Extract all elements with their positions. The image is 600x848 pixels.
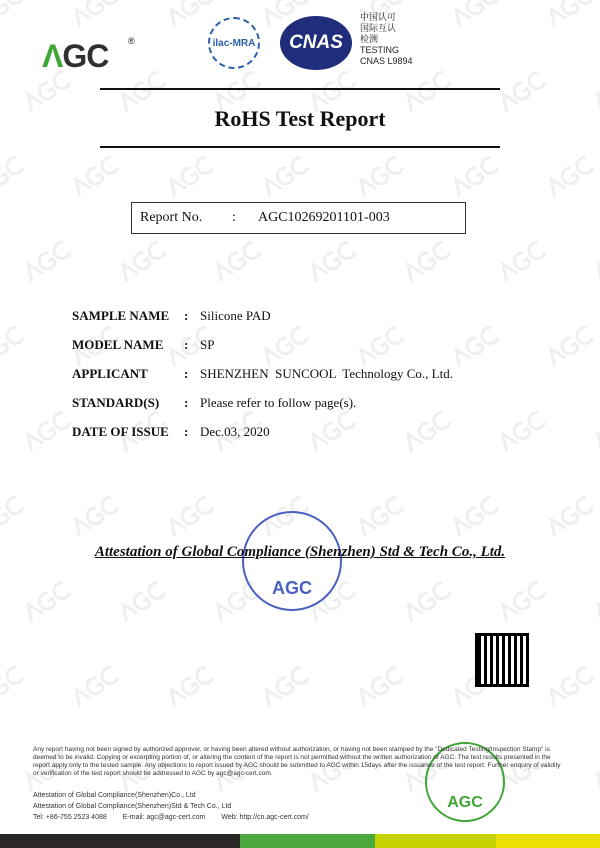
watermark-logo-mark — [307, 411, 355, 452]
watermark-logo-mark — [165, 0, 213, 27]
watermark-logo-mark — [545, 0, 593, 27]
cnas-cn-line2: 国际互认 — [360, 23, 397, 33]
qr-code — [475, 633, 529, 687]
field-label: STANDARD(S) — [72, 395, 160, 410]
cnas-testing: TESTING — [360, 45, 400, 55]
watermark-logo-mark — [355, 326, 403, 367]
testing-stamp: AGC — [425, 742, 505, 822]
contact-line — [33, 814, 309, 821]
field-value: SP — [200, 337, 215, 352]
watermark-logo-mark — [497, 411, 545, 452]
watermark-logo-mark — [497, 581, 545, 622]
field-label: SAMPLE NAME — [72, 308, 170, 323]
watermark-logo-mark — [0, 0, 24, 27]
watermark-logo-mark — [592, 241, 600, 282]
footer-bar-lime — [375, 834, 496, 848]
watermark-logo-mark — [165, 666, 213, 707]
watermark-logo-mark — [260, 326, 308, 367]
web-link[interactable]: Web: http://cn.agc-cert.com/ — [221, 814, 309, 821]
report-colon: : — [232, 210, 236, 225]
watermark-logo-mark — [450, 496, 498, 537]
field-value: Please refer to follow page(s). — [200, 395, 357, 410]
divider-top — [100, 88, 500, 90]
watermark-logo-mark — [165, 496, 213, 537]
watermark-logo-mark — [260, 156, 308, 197]
watermark-logo-mark — [355, 666, 403, 707]
field-value: Dec.03, 2020 — [200, 424, 270, 439]
watermark-logo-mark — [70, 496, 118, 537]
watermark-logo-mark — [402, 581, 450, 622]
report-number-box — [131, 202, 466, 234]
email-link[interactable]: E-mail: agc@agc-cert.com — [122, 814, 206, 821]
watermark-logo-mark — [117, 241, 165, 282]
watermark-logo-mark — [70, 666, 118, 707]
watermark-logo-mark — [545, 326, 593, 367]
watermark-logo-mark — [592, 411, 600, 452]
watermark-logo-mark — [450, 156, 498, 197]
field-label: DATE OF ISSUE — [72, 424, 169, 439]
watermark-logo-mark — [117, 581, 165, 622]
disclaimer-text: Any report having not been signed by authorized approver, or having been altered without authorization, or having not been stamped by the "Dedicated Testing/Inspection Stamp" is deemed to be invalid. Copying or excerpting portion of, or altering the content of the report is not permitted without the written authorization of AGC. The test results presented in the report apply only to the tested sample. Any objections to report issued by AGC should be submitted to AGC within 15days after the issuance of the test report. Further enquiry of validity or verification of the test report should be addressed to AGC by agc@agc-cert.com. — [33, 746, 561, 777]
footer-bar-dark — [0, 834, 240, 848]
field-colon: : — [184, 337, 189, 352]
field-date-of-issue — [72, 424, 270, 440]
watermark-logo-mark — [545, 666, 593, 707]
cnas-logo: CNAS — [280, 16, 352, 70]
field-colon: : — [184, 308, 189, 323]
field-value: SHENZHEN SUNCOOL Technology Co., Ltd. — [200, 366, 453, 381]
field-colon: : — [184, 424, 189, 439]
field-label: MODEL NAME — [72, 337, 164, 352]
watermark-logo-mark — [497, 241, 545, 282]
watermark-logo-mark — [260, 666, 308, 707]
watermark-logo-mark — [402, 241, 450, 282]
cnas-cn-line3: 检测 — [360, 34, 379, 44]
watermark-logo-mark — [22, 411, 70, 452]
attestation-company: Attestation of Global Compliance (Shenzhen) Std & Tech Co., Ltd. — [94, 544, 506, 560]
watermark-logo-mark — [70, 0, 118, 27]
divider-bottom — [100, 146, 500, 148]
agc-logo: ΛGC — [42, 38, 109, 74]
watermark-logo-mark — [70, 156, 118, 197]
footer-bar-green — [240, 834, 375, 848]
field-colon: : — [184, 366, 189, 381]
field-model-name — [72, 337, 214, 353]
watermark-logo-mark — [22, 241, 70, 282]
watermark-logo-mark — [22, 581, 70, 622]
company-name-1: Attestation of Global Compliance(Shenzhen)Co., Ltd — [33, 792, 196, 799]
watermark-logo-mark — [0, 326, 24, 367]
watermark-logo-mark — [355, 156, 403, 197]
company-seal-stamp: AGC — [242, 511, 342, 611]
cnas-cn-line1: 中国认可 — [360, 12, 397, 22]
field-sample-name — [72, 308, 271, 324]
watermark-logo-mark — [450, 326, 498, 367]
watermark-logo-mark — [307, 241, 355, 282]
field-applicant — [72, 366, 453, 382]
watermark-logo-mark — [165, 156, 213, 197]
page-title: RoHS Test Report — [214, 106, 386, 131]
company-name-2: Attestation of Global Compliance(Shenzhen)Std & Tech Co., Ltd — [33, 803, 232, 810]
watermark-logo-mark — [450, 0, 498, 27]
field-value: Silicone PAD — [200, 308, 271, 323]
watermark-logo-mark — [0, 666, 24, 707]
watermark-logo-mark — [0, 496, 24, 537]
report-number: AGC10269201101-003 — [258, 210, 390, 225]
cnas-accreditation-text — [360, 12, 413, 67]
cnas-number: CNAS L9894 — [360, 56, 413, 66]
phone: Tel: +86-755 2523 4088 — [33, 814, 107, 821]
registered-mark: ® — [128, 36, 135, 46]
watermark-logo-mark — [545, 156, 593, 197]
watermark-logo-mark — [545, 496, 593, 537]
watermark-logo-mark — [592, 581, 600, 622]
ilac-mra-logo: ilac-MRA — [208, 17, 260, 69]
field-colon: : — [184, 395, 189, 410]
watermark-logo-mark — [402, 411, 450, 452]
watermark-logo-mark — [355, 496, 403, 537]
watermark-logo-mark — [0, 156, 24, 197]
report-label: Report No. — [140, 210, 203, 225]
watermark-logo-mark — [592, 751, 600, 792]
watermark-logo-mark — [212, 241, 260, 282]
field-label: APPLICANT — [72, 366, 148, 381]
footer-bar-yellow — [496, 834, 600, 848]
field-standards — [72, 395, 356, 411]
